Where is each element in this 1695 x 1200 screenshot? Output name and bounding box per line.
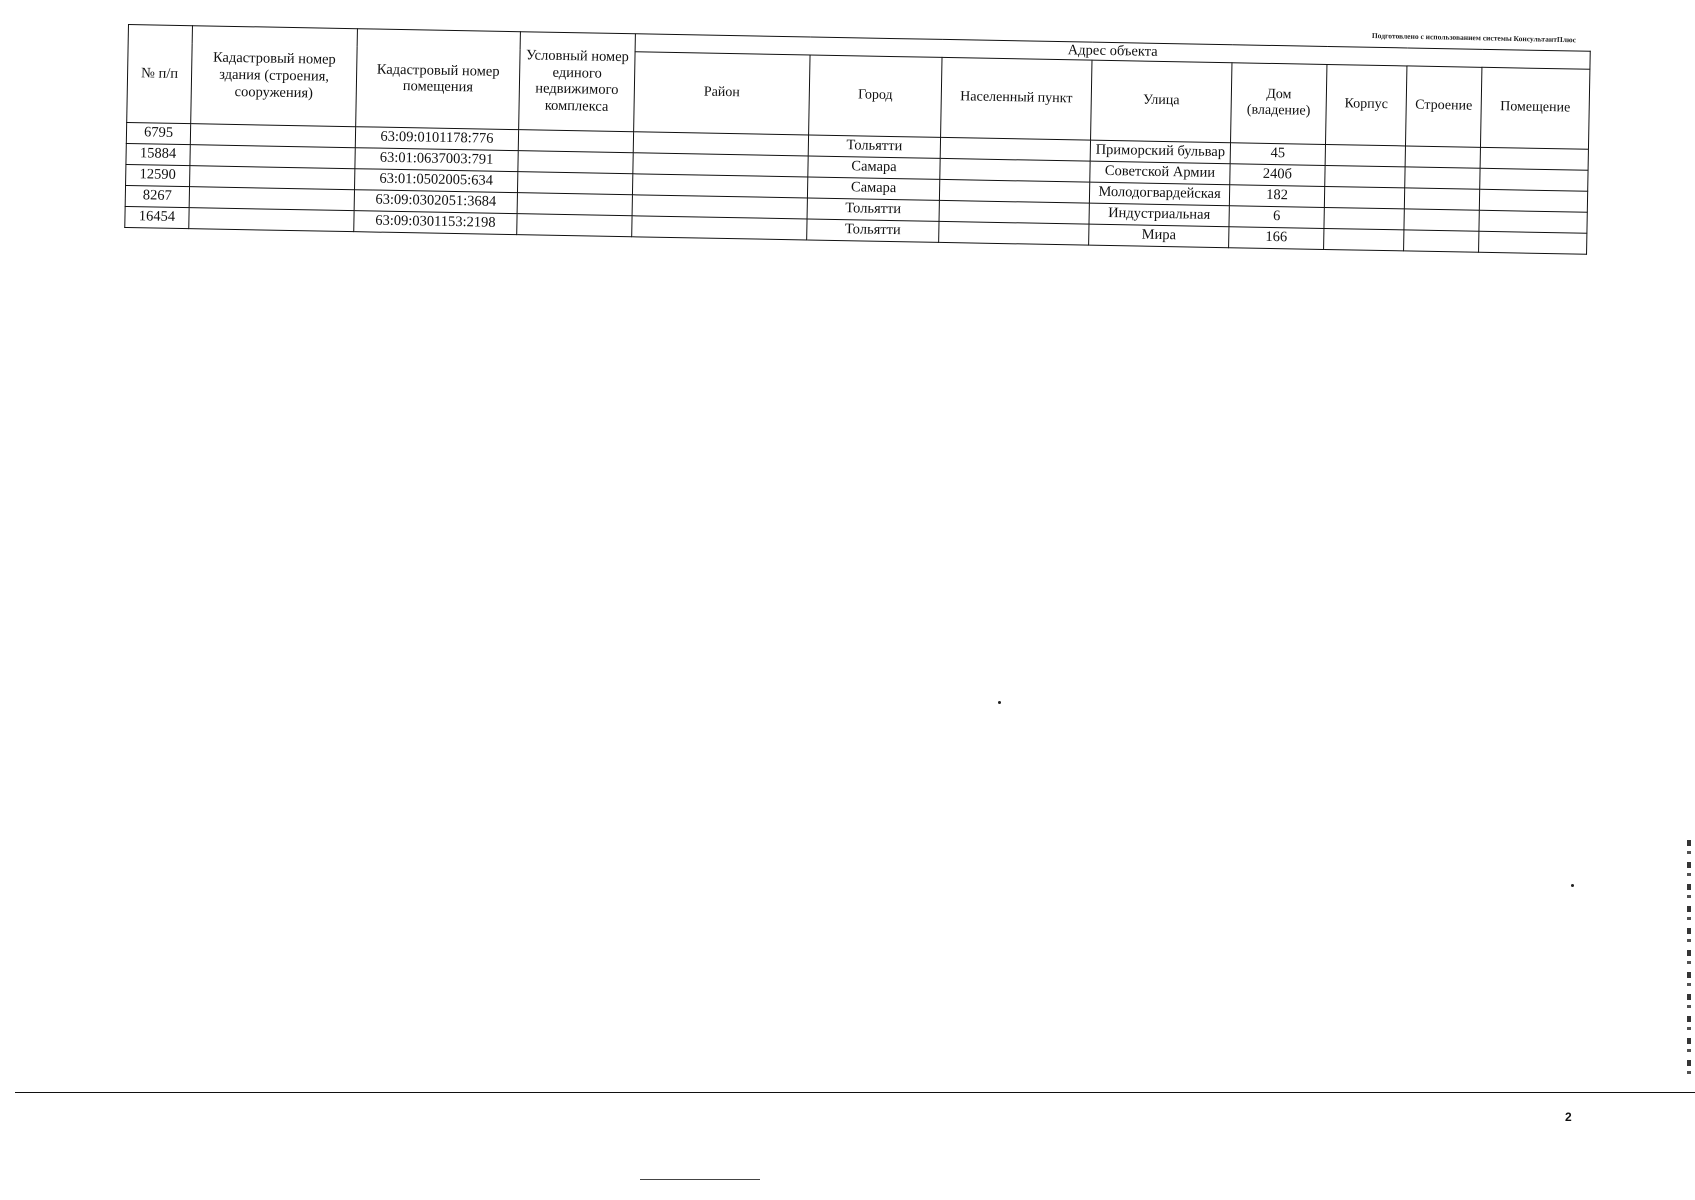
cell-premises (1479, 210, 1587, 233)
cell-num: 16454 (125, 206, 189, 228)
cell-building (189, 186, 354, 210)
cell-street: Приморский бульвар (1090, 140, 1230, 164)
page-number: 2 (1565, 1110, 1572, 1124)
header-district: Район (634, 51, 810, 134)
header-street: Улица (1091, 60, 1232, 143)
table-container (124, 24, 1590, 254)
cell-settlement (939, 200, 1089, 224)
cell-complex (518, 150, 633, 173)
cell-house: 6 (1229, 205, 1324, 228)
cell-house: 182 (1229, 184, 1324, 207)
cell-room: 63:01:0637003:791 (355, 147, 518, 171)
header-block: Корпус (1325, 64, 1406, 145)
cell-room: 63:09:0302051:3684 (354, 189, 517, 213)
cell-premises (1479, 231, 1587, 254)
cell-num: 6795 (126, 122, 190, 144)
header-house: Дом (владение) (1231, 62, 1327, 144)
cell-settlement (939, 179, 1089, 203)
cell-street: Индустриальная (1089, 203, 1229, 227)
cell-structure (1404, 209, 1479, 231)
cell-district (632, 215, 807, 239)
cell-house: 45 (1230, 142, 1325, 165)
cell-room: 63:09:0301153:2198 (354, 210, 517, 234)
cadastral-table (124, 24, 1590, 254)
cell-settlement (940, 158, 1090, 182)
cell-house: 166 (1229, 226, 1324, 249)
cell-building (190, 123, 355, 147)
source-note: Подготовлено с использованием системы КонсультантПлюс (1371, 31, 1577, 45)
cell-premises (1480, 168, 1588, 191)
header-structure: Строение (1405, 66, 1481, 147)
cell-premises (1480, 147, 1588, 170)
cell-building (190, 165, 355, 189)
header-room-cadastral: Кадастровый номер помещения (356, 29, 521, 130)
cell-street: Мира (1089, 224, 1229, 248)
header-building-cadastral: Кадастровый номер здания (строения, сооружения) (191, 26, 358, 127)
cell-complex (517, 213, 632, 236)
cell-city: Тольятти (807, 198, 939, 221)
cell-num: 8267 (125, 185, 189, 207)
cell-num: 15884 (126, 143, 190, 165)
header-city: Город (809, 55, 942, 137)
scan-speck (1571, 884, 1574, 887)
cell-block (1324, 207, 1404, 229)
header-address: Адрес объекта (635, 34, 1590, 69)
cell-block (1324, 186, 1404, 208)
header-complex-number: Условный номер единого недвижимого комплекса (519, 32, 636, 132)
cell-city: Самара (808, 156, 940, 179)
cell-structure (1405, 167, 1480, 189)
cell-city: Тольятти (808, 135, 940, 158)
cell-structure (1405, 146, 1480, 168)
scan-smudge (640, 1179, 760, 1180)
cell-house: 240б (1230, 163, 1325, 186)
header-num: № п/п (127, 25, 193, 124)
cell-structure (1404, 230, 1479, 252)
scan-edge-marks (1687, 840, 1691, 1080)
cell-city: Самара (807, 177, 939, 200)
cell-building (189, 207, 354, 231)
cell-city: Тольятти (807, 219, 939, 242)
cell-room: 63:09:0101178:776 (355, 126, 518, 150)
page-divider (15, 1092, 1695, 1093)
cell-complex (517, 171, 632, 194)
cell-structure (1404, 188, 1479, 210)
cell-settlement (940, 137, 1090, 161)
cell-premises (1479, 189, 1587, 212)
cell-complex (517, 192, 632, 215)
cell-complex (518, 129, 633, 152)
cell-block (1324, 228, 1404, 250)
cell-block (1325, 165, 1405, 187)
cell-street: Советской Армии (1090, 161, 1230, 185)
cell-building (190, 144, 355, 168)
cell-block (1325, 144, 1405, 166)
cell-num: 12590 (126, 164, 190, 186)
cell-street: Молодогвардейская (1089, 182, 1229, 206)
header-settlement: Населенный пункт (941, 57, 1092, 140)
cell-settlement (939, 221, 1089, 245)
cell-room: 63:01:0502005:634 (355, 168, 518, 192)
scan-speck (998, 701, 1001, 704)
header-premises: Помещение (1480, 67, 1589, 149)
